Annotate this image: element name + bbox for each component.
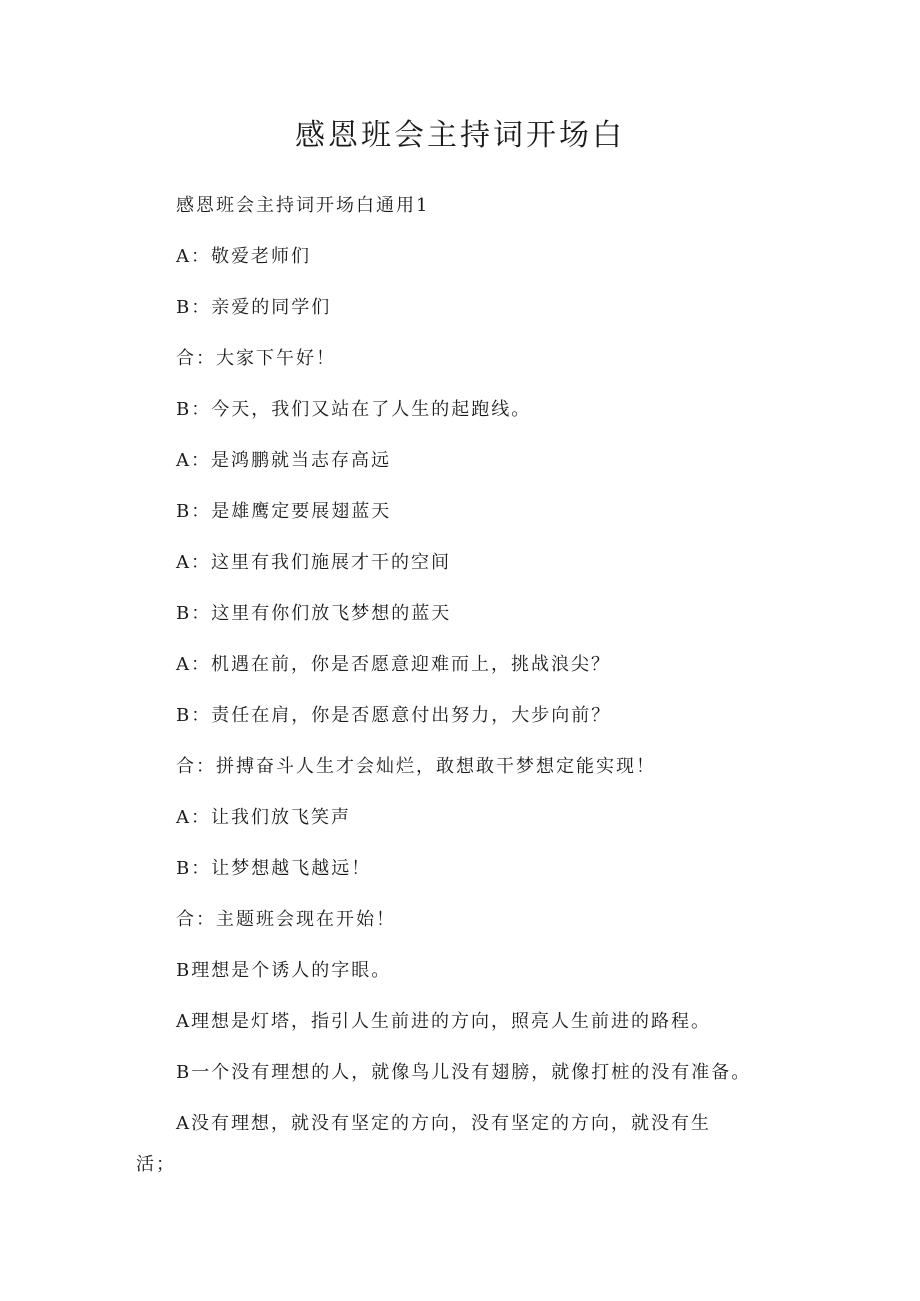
script-line: B：这里有你们放飞梦想的蓝天 bbox=[176, 603, 452, 624]
script-line: A理想是灯塔，指引人生前进的方向，照亮人生前进的路程。 bbox=[176, 1011, 711, 1032]
script-line: A没有理想，就没有坚定的方向，没有坚定的方向，就没有生 bbox=[176, 1113, 711, 1134]
script-line: B：是雄鹰定要展翅蓝天 bbox=[176, 501, 392, 522]
script-line: A：让我们放飞笑声 bbox=[176, 807, 351, 828]
script-line: 合：大家下午好！ bbox=[176, 348, 336, 369]
script-line: B：亲爱的同学们 bbox=[176, 297, 332, 318]
script-line: 合：主题班会现在开始！ bbox=[176, 909, 396, 930]
script-line: A：机遇在前，你是否愿意迎难而上，挑战浪尖？ bbox=[176, 654, 611, 675]
script-line: B理想是个诱人的字眼。 bbox=[176, 960, 392, 981]
document-title: 感恩班会主持词开场白 bbox=[295, 118, 625, 153]
script-line: A：是鸿鹏就当志存高远 bbox=[176, 450, 391, 471]
section-heading: 感恩班会主持词开场白通用1 bbox=[176, 195, 430, 216]
script-line: B一个没有理想的人，就像鸟儿没有翅膀，就像打桩的没有准备。 bbox=[176, 1062, 752, 1083]
script-line: A：敬爱老师们 bbox=[176, 246, 311, 267]
script-line: B：今天，我们又站在了人生的起跑线。 bbox=[176, 399, 532, 420]
script-line: B：责任在肩，你是否愿意付出努力，大步向前？ bbox=[176, 705, 612, 726]
script-line: A：这里有我们施展才干的空间 bbox=[176, 552, 451, 573]
script-line: 合：拼搏奋斗人生才会灿烂，敢想敢干梦想定能实现！ bbox=[176, 756, 656, 777]
script-line: B：让梦想越飞越远！ bbox=[176, 858, 372, 879]
script-line-continuation: 活； bbox=[136, 1154, 176, 1175]
